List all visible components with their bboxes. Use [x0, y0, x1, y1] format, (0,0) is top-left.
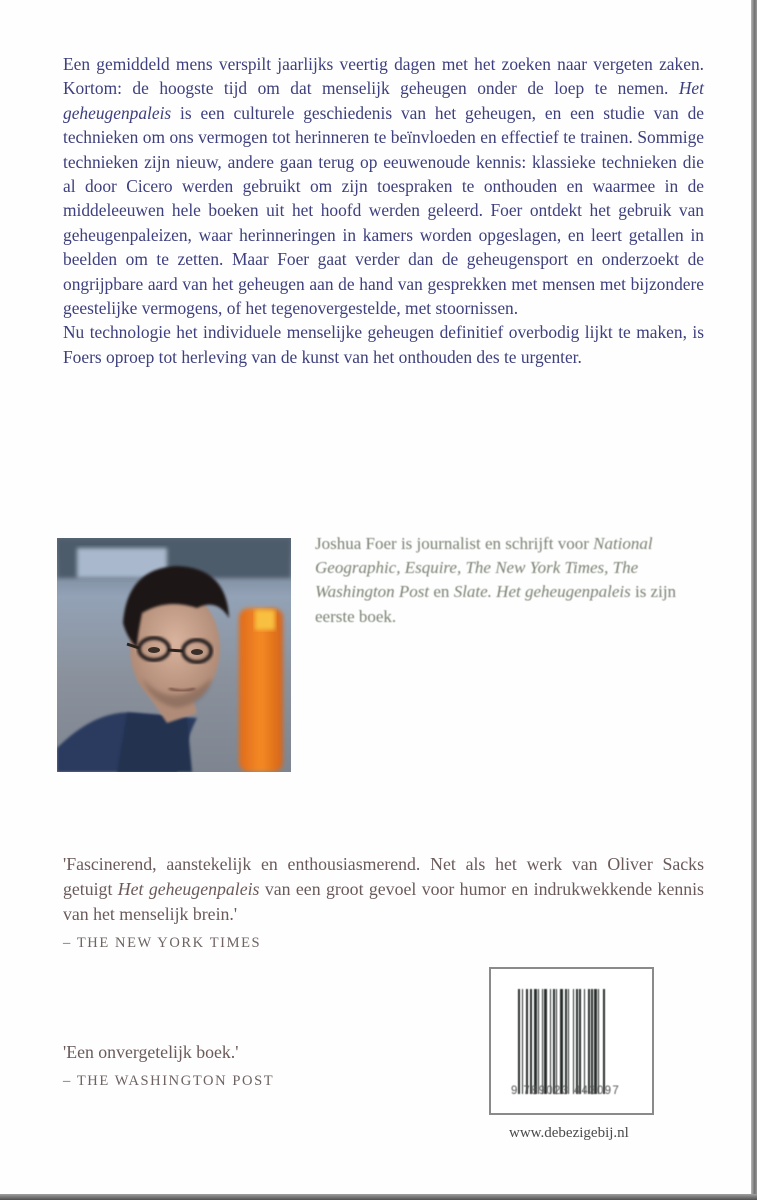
- author-portrait-graphic: [57, 538, 291, 772]
- cover-edge-right: [751, 0, 757, 1200]
- bio-text-part: en: [429, 582, 454, 602]
- blurb: [63, 52, 704, 369]
- barcode-bars: [518, 989, 628, 1094]
- publisher-website: www.debezigebij.nl: [509, 1125, 629, 1141]
- isbn-barcode: [489, 967, 654, 1115]
- review-text: 'Een onvergetelijk boek.': [63, 1042, 239, 1062]
- blurb-paragraph-1: [63, 52, 704, 320]
- barcode-bar: [605, 989, 606, 1094]
- author-bio: [315, 532, 685, 629]
- review-source: – THE WASHINGTON POST: [63, 1073, 275, 1089]
- blurb-paragraph-2: Nu technologie het individuele menselijke geheugen definitief overbodig lijkt te maken, is Foers oproep tot herleving van de kunst van het onthouden des te urgenter.: [63, 322, 704, 367]
- isbn-number: 9 789023 443097: [511, 1085, 621, 1097]
- blurb-text: is een culturele geschiedenis van het geheugen, en een studie van de technieken om ons vermogen tot herinneren te beïnvloeden en effectief te trainen. Sommige technieken zijn nieuw, andere gaan terug op eeuwenoude kennis: klassieke technieken die al door Cicero werden gebruikt om zijn toespraken te onthouden en waarmee in de middeleeuwen hele boeken uit het hoofd werden geleerd. Foer ontdekt het gebruik van geheugenpaleizen, waar herinneringen in kamers worden opgeslagen, en leert getallen in beelden om te zetten. Maar Foer gaat verder dan de geheugensport en onderzoekt de ongrijpbare aard van het geheugen aan de hand van gesprekken met mensen met bijzondere geestelijke vermogens, of het tegenovergestelde, met stoornissen.: [63, 102, 704, 319]
- book-title-italic: Het geheugenpaleis: [117, 879, 260, 899]
- author-photo: [57, 538, 291, 772]
- bio-text-part: Joshua Foer is journalist en schrijft voor: [315, 534, 594, 553]
- review-quote-2: [63, 1040, 274, 1094]
- review-text: [63, 852, 704, 927]
- review-quote-1: [63, 852, 704, 956]
- publications-italic: National Geographic, Esquire, The New York Times, The Washington Post: [315, 534, 653, 602]
- slate-and-title-italic: Slate. Het geheugenpaleis: [453, 582, 631, 602]
- bio-text-part: is zijn eerste boek.: [315, 582, 677, 626]
- review-source: – THE NEW YORK TIMES: [63, 935, 262, 951]
- bio-text: [315, 532, 685, 629]
- blurb-text: Een gemiddeld mens verspilt jaarlijks veertig dagen met het zoeken naar vergeten zaken. Kortom: de hoogste tijd om dat menselijk geheugen onder de loep te nemen.: [63, 54, 704, 99]
- book-title-italic: Het geheugenpaleis: [63, 78, 704, 123]
- cover-edge-bottom: [0, 1194, 757, 1200]
- review-text-part: 'Fascinerend, aanstekelijk en enthousiasmerend. Net als het werk van Oliver Sacks getuigt: [63, 854, 704, 899]
- review-text-part: van een groot gevoel voor humor en indrukwekkende kennis van het menselijk brein.': [63, 879, 704, 924]
